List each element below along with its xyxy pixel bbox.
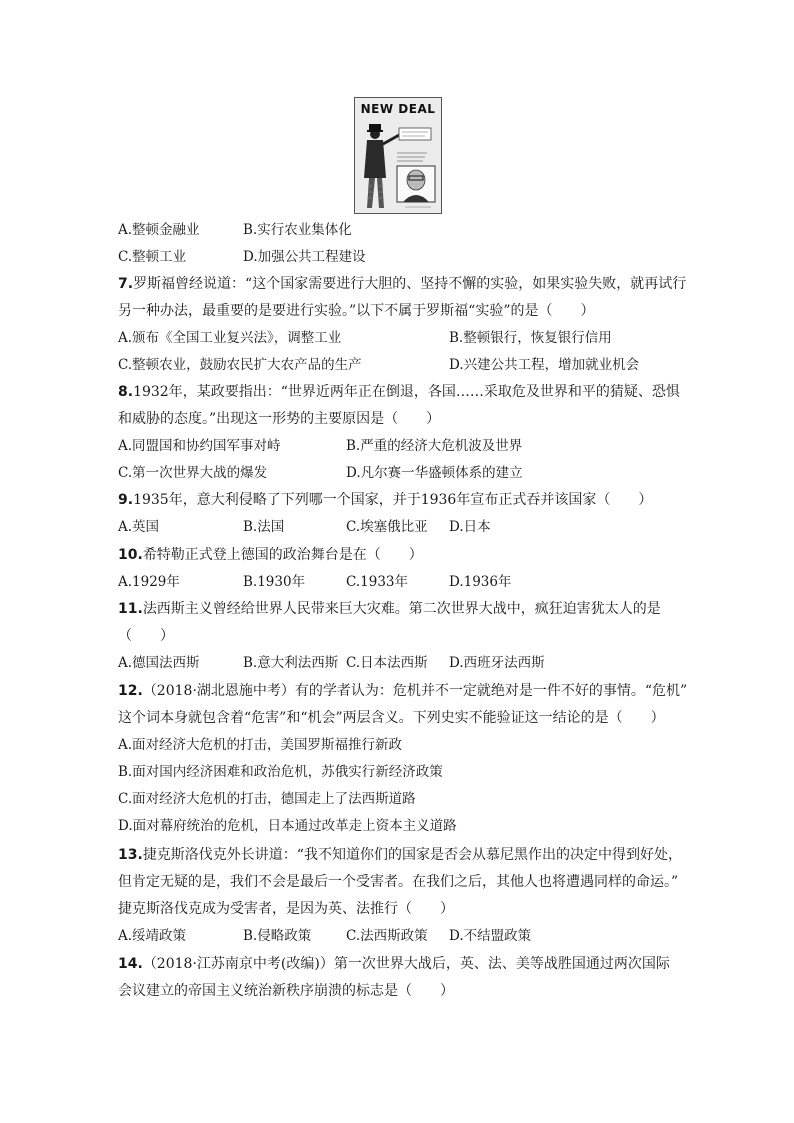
q7-option-b: B.整顿银行，恢复银行信用 <box>449 330 612 346</box>
q7-option-d: D.兴建公共工程，增加就业机会 <box>449 357 640 373</box>
q12-option-a: A.面对经济大危机的打击，美国罗斯福推行新政 <box>118 737 403 753</box>
q12-stem-line2: 这个词本身就包含着“危害”和“机会”两层含义。下列史实不能验证这一结论的是（ ） <box>118 710 665 726</box>
q12-text-1: （2018·湖北恩施中考）有的学者认为：危机并不一定就绝对是一件不好的事情。“危机” <box>142 683 688 699</box>
q7-stem-line2: 另一种办法，最重要的是要进行实验。”以下不属于罗斯福“实验”的是（ ） <box>118 303 595 319</box>
q12-option-b: B.面对国内经济困难和政治危机，苏俄实行新经济政策 <box>118 764 443 780</box>
q10-option-a: A.1929年 <box>118 574 180 590</box>
q13-option-b: B.侵略政策 <box>243 928 312 944</box>
q9-number: 9. <box>118 492 134 508</box>
q13-text-1: 捷克斯洛伐克外长讲道：“我不知道你们的国家是否会从慕尼黑作出的决定中得到好处， <box>142 847 682 863</box>
q9-option-c: C.埃塞俄比亚 <box>346 519 428 535</box>
q9-option-d: D.日本 <box>449 519 491 535</box>
q11-number: 11. <box>118 601 143 617</box>
q13-option-d: D.不结盟政策 <box>449 928 532 944</box>
q8-option-c: C.第一次世界大战的爆发 <box>118 465 268 481</box>
q7-number: 7. <box>118 276 134 292</box>
q8-stem-line2: 和威胁的态度。”出现这一形势的主要原因是（ ） <box>118 411 441 427</box>
q8-number: 8. <box>118 384 134 400</box>
q9-option-b: B.法国 <box>243 519 285 535</box>
q7-stem-line1 <box>118 274 686 294</box>
q13-stem-line3: 捷克斯洛伐克成为受害者，是因为英、法推行（ ） <box>118 901 454 917</box>
q13-option-c: C.法西斯政策 <box>346 928 428 944</box>
q12-option-c: C.面对经济大危机的打击，德国走上了法西斯道路 <box>118 791 416 807</box>
q11-option-d: D.西班牙法西斯 <box>449 655 545 671</box>
q13-option-a: A.绥靖政策 <box>118 928 187 944</box>
q7-text-1: 罗斯福曾经说道：“这个国家需要进行大胆的、坚持不懈的实验，如果实验失败，就再试行 <box>133 276 687 292</box>
q13-stem-line2: 但肯定无疑的是，我们不会是最后一个受害者。在我们之后，其他人也将遭遇同样的命运。” <box>118 874 679 890</box>
q6-option-c: C.整顿工业 <box>118 249 187 265</box>
q8-option-a: A.同盟国和协约国军事对峙 <box>118 438 281 454</box>
q14-number: 14. <box>118 956 143 972</box>
q10-text-1: 希特勒正式登上德国的政治舞台是在（ ） <box>142 547 423 563</box>
q10-number: 10. <box>118 547 143 563</box>
q13-stem-line1 <box>118 845 682 865</box>
q9-text-1: 1935年，意大利侵略了下列哪一个国家，并于1936年宣布正式吞并该国家（ ） <box>133 492 653 508</box>
q11-stem-line1 <box>118 599 661 619</box>
q14-text-1: （2018·江苏南京中考(改编)）第一次世界大战后，英、法、美等战胜国通过两次国际 <box>142 956 670 972</box>
q8-stem-line1 <box>118 382 680 402</box>
q9-stem-line1 <box>118 490 652 510</box>
q13-number: 13. <box>118 847 143 863</box>
q10-option-b: B.1930年 <box>243 574 306 590</box>
q10-option-d: D.1936年 <box>449 574 512 590</box>
q6-option-a: A.整顿金融业 <box>118 222 200 238</box>
q8-option-d: D.凡尔赛一华盛顿体系的建立 <box>346 465 523 481</box>
q10-stem-line1 <box>118 545 423 565</box>
q8-option-b: B.严重的经济大危机波及世界 <box>346 438 523 454</box>
q11-option-b: B.意大利法西斯 <box>243 655 339 671</box>
poster-illustration <box>355 98 441 213</box>
q10-option-c: C.1933年 <box>346 574 408 590</box>
q12-number: 12. <box>118 683 143 699</box>
q7-option-c: C.整顿农业，鼓励农民扩大农产品的生产 <box>118 357 362 373</box>
q7-option-a: A.颁布《全国工业复兴法》，调整工业 <box>118 330 342 346</box>
q11-stem-line2: （ ） <box>118 628 174 644</box>
q14-stem-line1 <box>118 954 670 974</box>
q6-option-d: D.加强公共工程建设 <box>243 249 366 265</box>
poster-title: NEW DEAL <box>360 102 436 116</box>
q12-stem-line1 <box>118 681 687 701</box>
q6-option-b: B.实行农业集体化 <box>243 222 352 238</box>
q11-option-c: C.日本法西斯 <box>346 655 428 671</box>
q9-option-a: A.英国 <box>118 519 160 535</box>
new-deal-poster-image <box>354 97 442 214</box>
q11-option-a: A.德国法西斯 <box>118 655 200 671</box>
q11-text-1: 法西斯主义曾经给世界人民带来巨大灾难。第二次世界大战中，疯狂迫害犹太人的是 <box>142 601 661 617</box>
q14-stem-line2: 会议建立的帝国主义统治新秩序崩溃的标志是（ ） <box>118 983 454 999</box>
q12-option-d: D.面对幕府统治的危机，日本通过改革走上资本主义道路 <box>118 818 457 834</box>
q8-text-1: 1932年，某政要指出：“世界近两年正在倒退，各国……采取危及世界和平的猜疑、恐惧 <box>133 384 680 400</box>
